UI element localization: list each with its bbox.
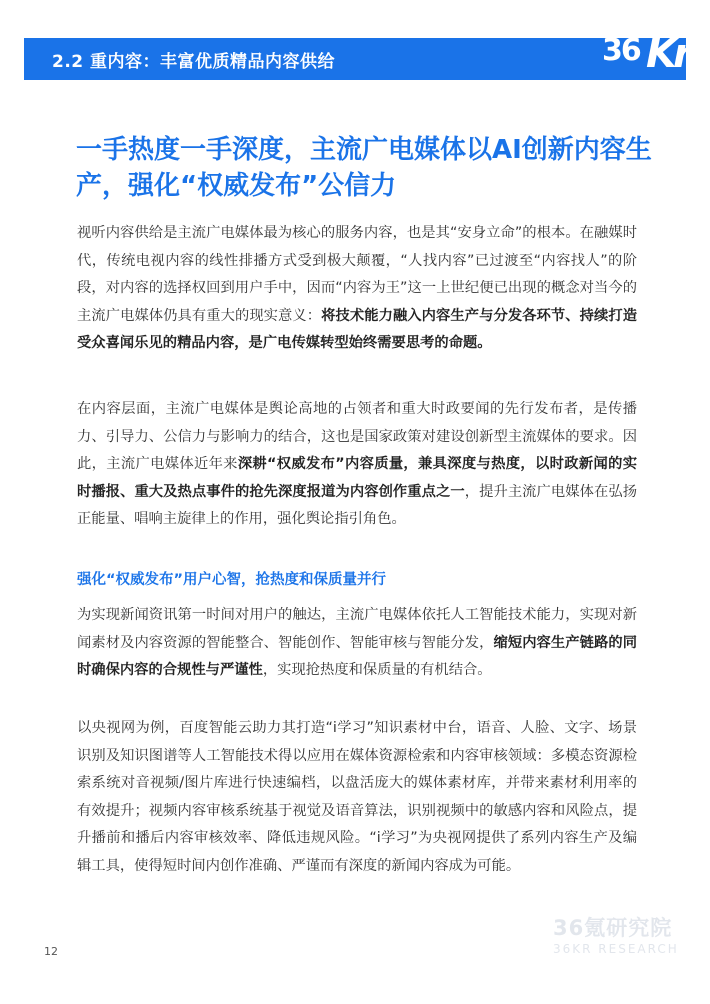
page-number: 12 [44,945,58,958]
paragraph-1-text: 视听内容供给是主流广电媒体最为核心的服务内容，也是其“安身立命”的根本。在融媒时代，传统电视内容的线性排播方式受到极大颠覆，“人找内容”已过渡至“内容找人”的阶段，对内容的选择权回到用户手中，因而“内容为王”这一上世纪便已出现的概念对当今的主流广电媒体仍具有重大的现实意义： [77,225,637,324]
subheading: 强化“权威发布”用户心智，抢热度和保质量并行 [77,572,387,588]
paragraph-4-text: 以央视网为例，百度智能云助力其打造“i学习”知识素材中台，语音、人脸、文字、场景识别及知识图谱等人工智能技术得以应用在媒体资源检索和内容审核领域：多模态资源检索系统对音视频/图片库进行快速编档，以盘活庞大的媒体素材库，并带来素材利用率的有效提升；视频内容审核系统基于视觉及语音算法，识别视频中的敏感内容和风险点，提升播前和播后内容审核效率、降低违规风险。“i学习”为央视网提供了系列内容生产及编辑工具，使得短时间内创作准确、严谨而有深度的新闻内容成为可能。 [77,720,637,874]
paragraph-3-text: 为实现新闻资讯第一时间对用户的触达，主流广电媒体依托人工智能技术能力，实现对新闻素材及内容资源的智能整合、智能创作、智能审核与智能分发， [77,607,637,651]
logo-number: 36 [602,33,640,68]
paragraph-3-bold: 缩短内容生产链路的同时确保内容的合规性与严谨性 [77,634,638,679]
logo-letters: Kr [646,31,689,77]
paragraph-2 [77,396,637,534]
paragraph-3-after: ，实现抢热度和保质量的有机结合。 [262,662,492,679]
watermark-line-1: 36氪研究院 [553,916,673,940]
page-headline: 一手热度一手深度，主流广电媒体以AI创新内容生产，强化“权威发布”公信力 [76,135,652,201]
paragraph-1-bold: 将技术能力融入内容生产与分发各环节、持续打造受众喜闻乐见的精品内容，是广电传媒转型始终需要思考的命题。 [77,307,638,352]
paragraph-2-after: ，提升主流广电媒体在弘扬正能量、唱响主旋律上的作用，强化舆论指引角色。 [77,483,637,528]
watermark-line-2: 36KR RESEARCH [553,942,679,956]
paragraph-2-bold: 深耕“权威发布”内容质量，兼具深度与热度，以时政新闻的实时播报、重大及热点事件的抢先深度报道为内容创作重点之一 [77,456,638,500]
paragraph-1 [77,220,637,358]
paragraph-4 [77,715,637,881]
section-title: 2.2 重内容：丰富优质精品内容供给 [52,52,336,72]
paragraph-3 [77,602,637,685]
research-watermark [553,912,683,956]
brand-logo [602,33,688,79]
paragraph-2-text: 在内容层面，主流广电媒体是舆论高地的占领者和重大时政要闻的先行发布者，是传播力、引导力、公信力与影响力的结合，这也是国家政策对建设创新型主流媒体的要求。因此，主流广电媒体近年来 [77,401,637,473]
